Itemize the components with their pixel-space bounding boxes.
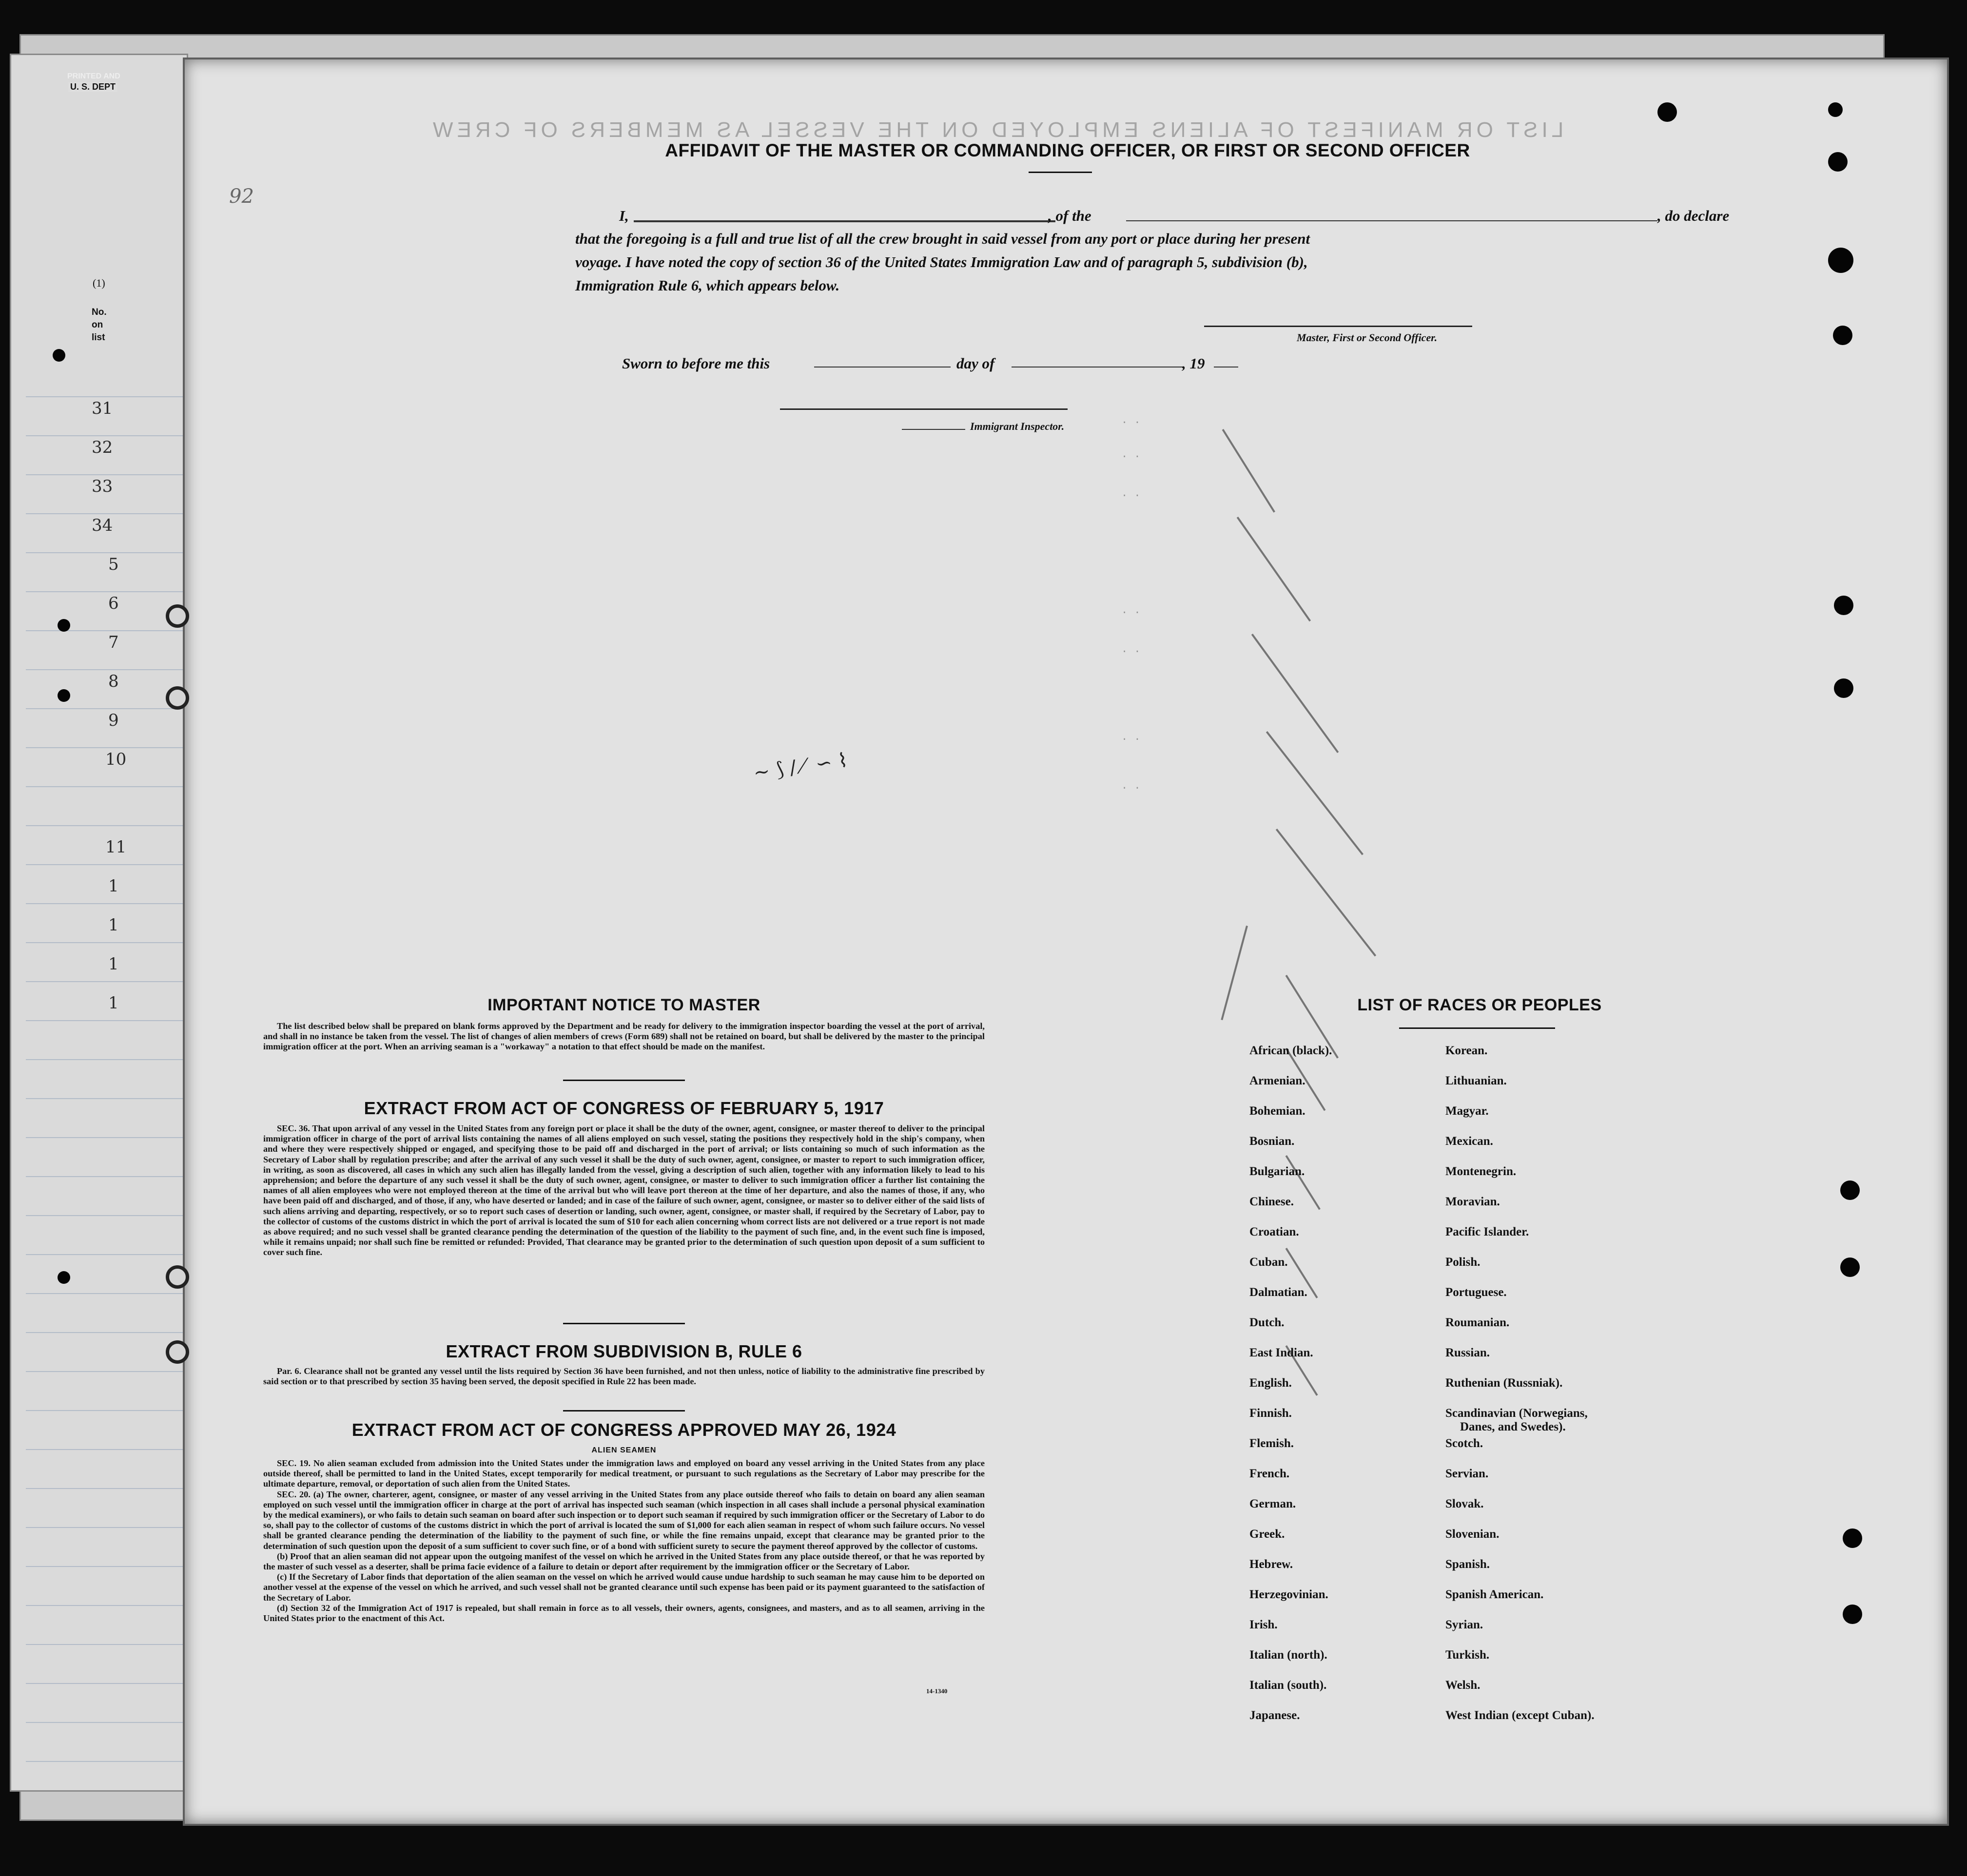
page-number: 92 [229,185,254,208]
race-item: Bohemian. [1249,1104,1305,1118]
row-number: 8 [108,672,119,691]
race-item: Scandinavian (Norwegians, [1445,1407,1588,1420]
extract3-text: SEC. 19. No alien seaman excluded from admission into the United States under the immigration laws and employed on board any vessel arriving in the United States from any place outside thereof, shall be permitted to land in the United States, except temporarily for medical treatment, or pursuant to such regulations as the Secretary of Labor may prescribe for the ultimate departure, removal, or deportation of such alien from the United States. SEC. 20. (a) The owner, charterer, agent, consignee, or master of any vessel arriving in the United States from any place outside thereof who fails to detain on board any alien seaman employed on such vessel until the immigration officer in charge at the port of arrival has inspected such seaman (which inspection in all cases shall include a personal physical examination by the medical examiners), or who fails to detain such seaman on board after such inspection or to deport such seaman if required by such immigration officer or the Secretary of Labor to do so, shall pay to the collector of customs of the customs district in which the port of arrival is located the sum of $1,000 for each alien seaman in respect of whom such failure occurs. No vessel shall be granted clearance pending the determination of the liability to the payment of such fine, or while the fine remains unpaid, except that clearance may be granted prior to the determination of such question upon the deposit of a sum sufficient to cover such fine, or of a bond with sufficient surety to secure the payment thereof approved by the collector of customs. (b) Proof that an alien seaman did not appear upon the outgoing manifest of the vessel on which he arrived in the United States from any place outside thereof, or that he was reported by the master of such vessel as a deserter, shall be prima facie evidence of a failure to detain or deport after requirement by the immigration officer or the Secretary of Labor. (c) If the Secretary of Labor finds that deportation of the alien seaman on the vessel on which he arrived would cause undue hardship to such seaman he may cause him to be deported on another vessel at the expense of the vessel on which he arrived, and such vessel shall not be granted clearance until such expense has been paid or its payment guaranteed to the satisfaction of the Secretary of Labor. (d) Section 32 of the Immigration Act of 1917 is repealed, but shall remain in force as to all vessels, their owners, agents, consignees, and masters, and as to all seamen, arriving in the United States prior to the enactment of this Act. [263,1458,985,1624]
notice-text: The list described below shall be prepared on blank forms approved by the Department and be ready for delivery to the immigration inspector boarding the vessel at the port of arrival, and shall in no instance be taken from the vessel. The list of changes of alien members of crews (Form 689) shall not be retained on board, but shall be delivered by the master to the principal immigration officer at the port. When an arriving seaman is a "workaway" a notation to that effect should be made on the manifest. [263,1021,985,1052]
binder-hole [1843,1528,1862,1548]
race-item: Lithuanian. [1445,1074,1507,1087]
form-code: 14-1340 [926,1687,948,1695]
race-item: English. [1249,1376,1292,1390]
race-item: Herzegovinian. [1249,1588,1328,1601]
race-item: Italian (north). [1249,1648,1327,1662]
row-number: 33 [92,477,113,496]
race-item: Spanish American. [1445,1588,1544,1601]
binder-ring [166,1265,189,1289]
binder-hole [53,349,65,362]
binder-hole [1834,596,1853,615]
affidavit-title: AFFIDAVIT OF THE MASTER OR COMMANDING OFFICER, OR FIRST OR SECOND OFFICER [665,140,1470,160]
race-item: Armenian. [1249,1074,1305,1087]
race-item: Spanish. [1445,1558,1490,1571]
day-of-text: day of [956,355,995,372]
race-item: Ruthenian (Russniak). [1445,1376,1563,1390]
row-number: 31 [92,399,113,418]
race-item: Servian. [1445,1467,1489,1480]
races-column-2 [1445,1044,1595,1739]
race-item: Mexican. [1445,1135,1493,1148]
bleed-mark: . . [1121,487,1141,500]
race-item: Moravian. [1445,1195,1500,1208]
row-number: 7 [108,633,119,652]
race-item: Slovenian. [1445,1528,1500,1541]
race-item: Scotch. [1445,1437,1483,1450]
bleed-mark: . . [1121,731,1141,743]
race-item: Croatian. [1249,1225,1299,1238]
binder-hole [1828,152,1848,172]
affidavit-declare: , do declare [1657,207,1730,224]
extract3-title: EXTRACT FROM ACT OF CONGRESS APPROVED MAY 26, 1924 [351,1420,896,1440]
race-item: Roumanian. [1445,1316,1510,1329]
race-item: German. [1249,1497,1296,1510]
bleed-mark: . . [1121,643,1141,656]
race-item: Irish. [1249,1618,1278,1631]
notice-title: IMPORTANT NOTICE TO MASTER [487,996,760,1014]
race-item: Hebrew. [1249,1558,1293,1571]
race-item: Russian. [1445,1346,1490,1359]
race-item: Chinese. [1249,1195,1294,1208]
race-item: Dutch. [1249,1316,1285,1329]
race-item: Korean. [1445,1044,1488,1057]
race-item: Bosnian. [1249,1135,1295,1148]
binder-hole [1840,1180,1860,1200]
binder-hole [1840,1257,1860,1277]
extract1-text: SEC. 36. That upon arrival of any vessel in the United States from any foreign port or place it shall be the duty of the owner, agent, consignee, or master thereof to deliver to the principal immigration officer in charge of the port of arrival lists containing the names of all aliens employed on such vessel, stating the positions they respectively hold in the ship's company, when and where they were respectively shipped or engaged, and specifying those to be paid off and discharged in the port of arrival; or lists containing so much of such information as the Secretary of Labor shall by regulation prescribe; and after the arrival of any such vessel it shall be the duty of such owner, agent, consignee, or master to report to such immigration officer, in writing, as soon as discovered, all cases in which any such alien has illegally landed from the vessel, giving a description of such alien, together with any information likely to lead to his apprehension; and before the departure of any such vessel it shall be the duty of such owner, agent, consignee, or master to deliver to such immigration officer a further list containing the names of all alien employees who were not employed thereon at the time of the arrival but who will leave port thereon at the time of her departure, and also the names of those, if any, who have been paid off and discharged, and of those, if any, who have deserted or landed; and in case of the failure of such owner, agent, consignee, or master so to deliver either of the said lists of such aliens arriving and departing, respectively, or so to report such cases of desertion or landing, such owner, agent, consignee, or master shall, if required by the Secretary of Labor, pay to the collector of customs of the customs district in which the port of arrival is located the sum of $10 for each alien concerning whom correct lists are not delivered or a true report is not made as above required; and no such vessel shall be granted clearance pending the determination of the question of the liability to the payment of such fine, and, in the event such fine is imposed, while it remains unpaid; nor shall such fine be remitted or refunded: Provided, That clearance may be granted prior to the determination of such question upon deposit of a sum sufficient to cover such fine. [263,1123,985,1257]
race-item: Magyar. [1445,1104,1489,1118]
bleed-mark: . . [1121,604,1141,617]
race-item: Montenegrin. [1445,1165,1517,1178]
race-item: Dalmatian. [1249,1286,1307,1299]
race-item: Syrian. [1445,1618,1483,1631]
sworn-text: Sworn to before me this [622,355,770,372]
race-item: Finnish. [1249,1407,1292,1420]
binder-hole [1833,326,1852,345]
extract2-text: Par. 6. Clearance shall not be granted any vessel until the lists required by Section 36 have been furnished, and not then unless, notice of liability to the administrative fine prescribed by said section or to that prescribed by section 35 having been served, the deposit specified in Rule 22 has been made. [263,1366,985,1387]
race-item: Cuban. [1249,1256,1288,1269]
race-item: West Indian (except Cuban). [1445,1709,1595,1722]
affidavit-line4: Immigration Rule 6, which appears below. [575,277,840,294]
printed-label: PRINTED AND [67,72,120,80]
row-number: 10 [105,750,127,769]
bleed-through-header: LIST OR MANIFEST OF ALIENS EMPLOYED ON THE VESSEL AS MEMBERS OF CREW [429,118,1564,142]
row-number: 11 [105,837,127,857]
binder-ring [166,686,189,710]
affidavit-line3: voyage. I have noted the copy of section 36 of the United States Immigration Law and of paragraph 5, subdivision (b), [575,253,1308,271]
row-number: 1 [108,915,119,935]
races-title: LIST OF RACES OR PEOPLES [1357,996,1602,1014]
affidavit-of-the: , of the [1048,207,1091,224]
bleed-mark: . . [1121,448,1141,461]
handwriting-mark: ~ ⟆ ∕⟋ ∽ ⌇ [752,749,849,785]
row-number: 34 [92,516,113,535]
race-item: Italian (south). [1249,1679,1327,1692]
row-number: 1 [108,954,119,974]
binder-ring [166,1340,189,1364]
row-number: 1 [108,993,119,1013]
extract3-subtitle: ALIEN SEAMEN [591,1446,657,1454]
races-column-1 [1249,1044,1332,1739]
signature-label: Master, First or Second Officer. [1297,331,1438,344]
race-item: Flemish. [1249,1437,1294,1450]
race-item: African (black). [1249,1044,1332,1057]
column-header: No. on list [92,307,107,343]
binder-hole [58,1271,70,1284]
race-item: Portuguese. [1445,1286,1507,1299]
binder-ring [166,604,189,628]
bleed-mark: . . [1121,780,1141,792]
bleed-mark: . . [1121,414,1141,426]
race-item: Greek. [1249,1528,1285,1541]
affidavit-line2: that the foregoing is a full and true list of all the crew brought in said vessel from any port or place during her present [575,230,1310,247]
race-item: Turkish. [1445,1648,1490,1662]
race-item: Pacific Islander. [1445,1225,1529,1238]
binder-hole [58,689,70,702]
agency-label: U. S. DEPT [68,82,117,92]
affidavit-i: I, [619,207,629,224]
race-item: Welsh. [1445,1679,1480,1692]
column-marker: (1) [93,277,105,289]
row-number: 1 [108,876,119,896]
binder-hole [1834,678,1853,698]
row-number: 5 [108,555,119,574]
extract1-title: EXTRACT FROM ACT OF CONGRESS OF FEBRUARY 5, 1917 [364,1098,884,1118]
binder-hole [1843,1605,1862,1624]
inspector-label: Immigrant Inspector. [970,420,1065,432]
row-number: 6 [108,594,119,613]
row-number: 9 [108,711,119,730]
race-item: French. [1249,1467,1290,1480]
race-item: Polish. [1445,1256,1480,1269]
race-item: Bulgarian. [1249,1165,1305,1178]
year-text: , 19 [1182,355,1205,372]
race-item: Japanese. [1249,1709,1300,1722]
extract2-title: EXTRACT FROM SUBDIVISION B, RULE 6 [446,1341,802,1361]
race-item: Danes, and Swedes). [1460,1420,1566,1433]
binder-hole [58,619,70,632]
binder-hole [1828,248,1853,273]
race-item: Slovak. [1445,1497,1484,1510]
race-item: East Indian. [1249,1346,1313,1359]
binder-hole [1657,102,1677,122]
binder-hole [1828,102,1843,117]
row-number: 32 [92,438,113,457]
